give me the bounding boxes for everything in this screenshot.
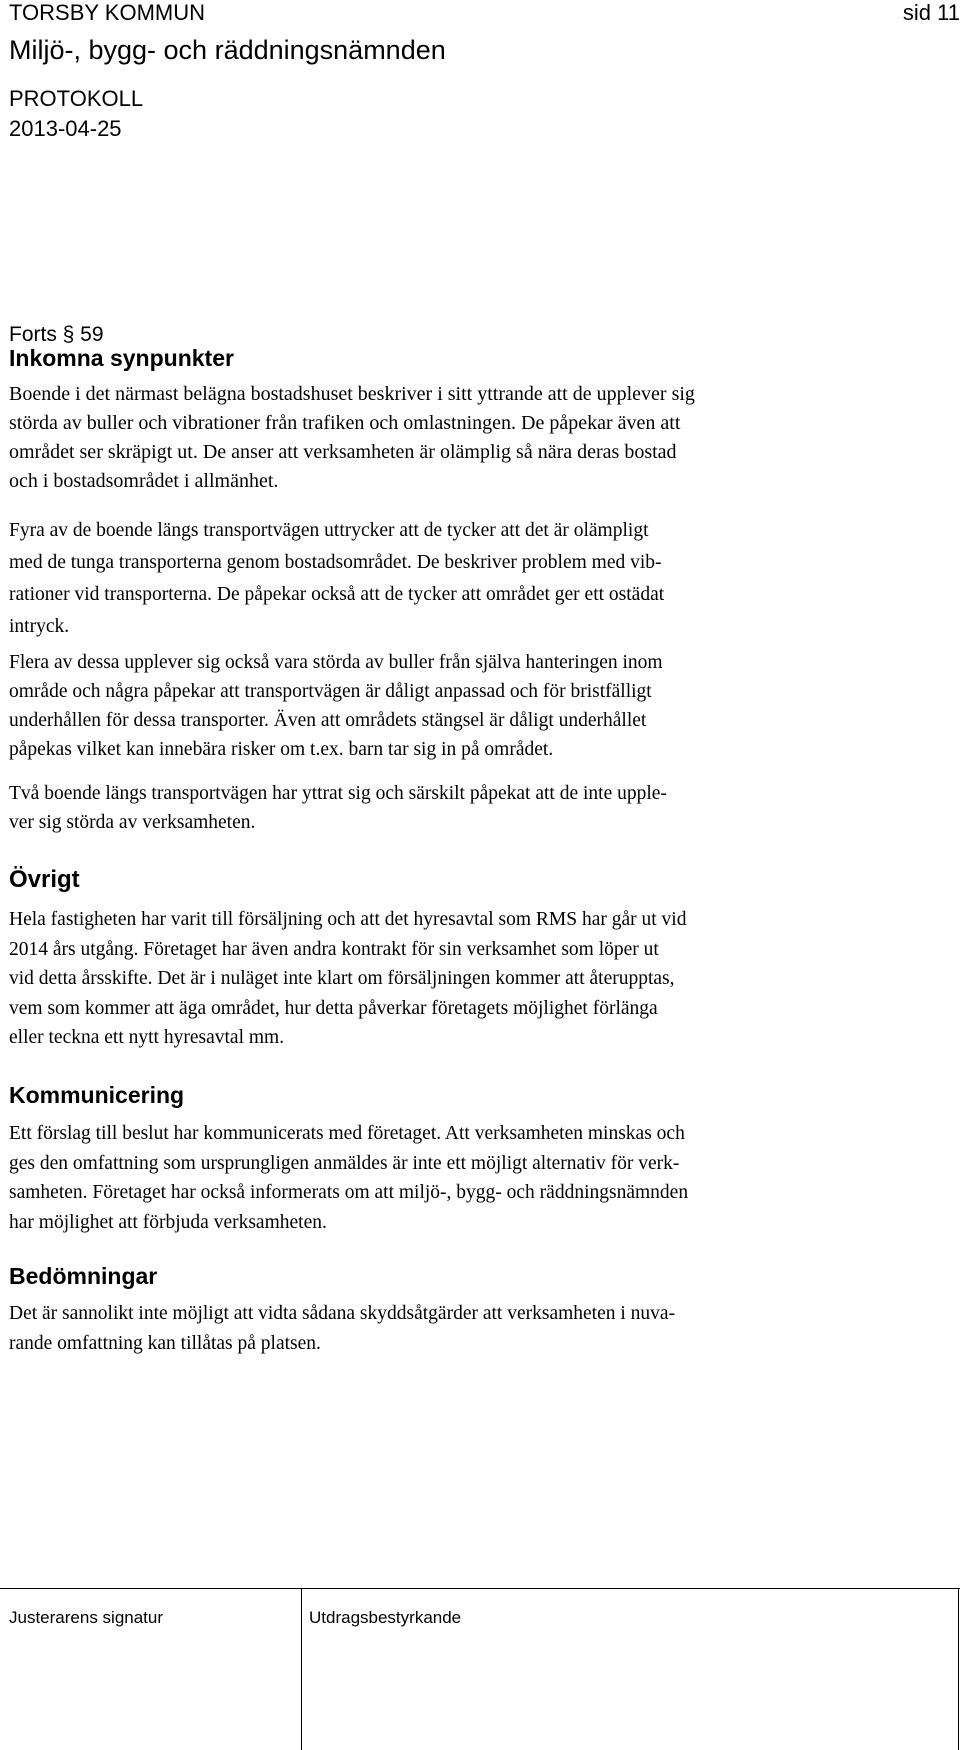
- document-date: 2013-04-25: [9, 116, 122, 141]
- text-line: Ett förslag till beslut har kommunicerats med företaget. Att verksamheten minskas och: [9, 1123, 685, 1144]
- text-line: med de tunga transporterna genom bostadsområdet. De beskriver problem med vib-: [9, 552, 662, 573]
- section-heading-synpunkter: Inkomna synpunkter: [9, 345, 234, 371]
- board-name: Miljö-, bygg- och räddningsnämnden: [9, 35, 446, 65]
- text-line: vem som kommer att äga området, hur detta påverkar företagets möjlighet förlänga: [9, 997, 658, 1019]
- paragraph-ovrigt: [9, 905, 929, 1053]
- text-line: rande omfattning kan tillåtas på platsen.: [9, 1333, 321, 1354]
- signature-footer: [0, 1588, 960, 1750]
- text-line: samheten. Företaget har också informerats om att miljö-, bygg- och räddningsnämnden: [9, 1182, 689, 1203]
- text-line: Boende i det närmast belägna bostadshuset beskriver i sitt yttrande att de upplever sig: [9, 383, 695, 405]
- text-line: område och några påpekar att transportvägen är dåligt anpassad och för bristfälligt: [9, 681, 652, 702]
- text-line: ver sig störda av verksamheten.: [9, 812, 256, 833]
- organization-name: TORSBY KOMMUN: [9, 0, 205, 25]
- paragraph-synpunkter-4: [9, 779, 929, 837]
- utdrag-label: Utdragsbestyrkande: [309, 1608, 462, 1627]
- continuation-label: Forts § 59: [9, 323, 104, 346]
- footer-divider: [301, 1588, 302, 1750]
- text-line: Flera av dessa upplever sig också vara störda av buller från själva hanteringen inom: [9, 652, 663, 673]
- paragraph-synpunkter-1: [9, 380, 929, 496]
- paragraph-synpunkter-2: [9, 515, 929, 643]
- paragraph-synpunkter-3: [9, 648, 929, 764]
- text-line: störda av buller och vibrationer från trafiken och omlastningen. De påpekar även att: [9, 412, 681, 434]
- text-line: området ser skräpigt ut. De anser att verksamheten är olämplig så nära deras bostad: [9, 441, 677, 463]
- text-line: påpekas vilket kan innebära risker om t.ex. barn tar sig in på området.: [9, 739, 554, 760]
- text-line: 2014 års utgång. Företaget har även andra kontrakt för sin verksamhet som löper ut: [9, 938, 659, 960]
- justerare-signature-label: Justerarens signatur: [9, 1608, 164, 1627]
- paragraph-bedomningar: [9, 1299, 929, 1359]
- section-heading-kommunicering: Kommunicering: [9, 1082, 185, 1108]
- text-line: och i bostadsområdet i allmänhet.: [9, 470, 279, 492]
- page-number: sid 11: [902, 0, 960, 25]
- text-line: rationer vid transporterna. De påpekar också att de tycker att området ger ett ostädat: [9, 584, 665, 605]
- text-line: underhållen för dessa transporter. Även att områdets stängsel är dåligt underhållet: [9, 710, 647, 731]
- section-heading-bedomningar: Bedömningar: [9, 1263, 158, 1289]
- text-line: vid detta årsskifte. Det är i nuläget inte klart om försäljningen kommer att återupptas,: [9, 968, 675, 989]
- text-line: Det är sannolikt inte möjligt att vidta sådana skyddsåtgärder att verksamheten i nuva-: [9, 1303, 676, 1324]
- section-heading-ovrigt: Övrigt: [9, 866, 80, 893]
- text-line: Hela fastigheten har varit till försäljning och att det hyresavtal som RMS har går ut vid: [9, 909, 687, 930]
- paragraph-kommunicering: [9, 1119, 929, 1237]
- text-line: eller teckna ett nytt hyresavtal mm.: [9, 1027, 285, 1048]
- document-type: PROTOKOLL: [9, 86, 144, 111]
- footer-top-rule: [0, 1588, 960, 1589]
- text-line: intryck.: [9, 616, 70, 637]
- text-line: ges den omfattning som ursprungligen anmäldes är inte ett möjligt alternativ för verk-: [9, 1152, 680, 1174]
- footer-right-border: [958, 1588, 959, 1750]
- text-line: Fyra av de boende längs transportvägen uttrycker att de tycker att det är olämpligt: [9, 520, 649, 541]
- text-line: har möjlighet att förbjuda verksamheten.: [9, 1211, 327, 1233]
- text-line: Två boende längs transportvägen har yttrat sig och särskilt påpekat att de inte upple-: [9, 783, 667, 804]
